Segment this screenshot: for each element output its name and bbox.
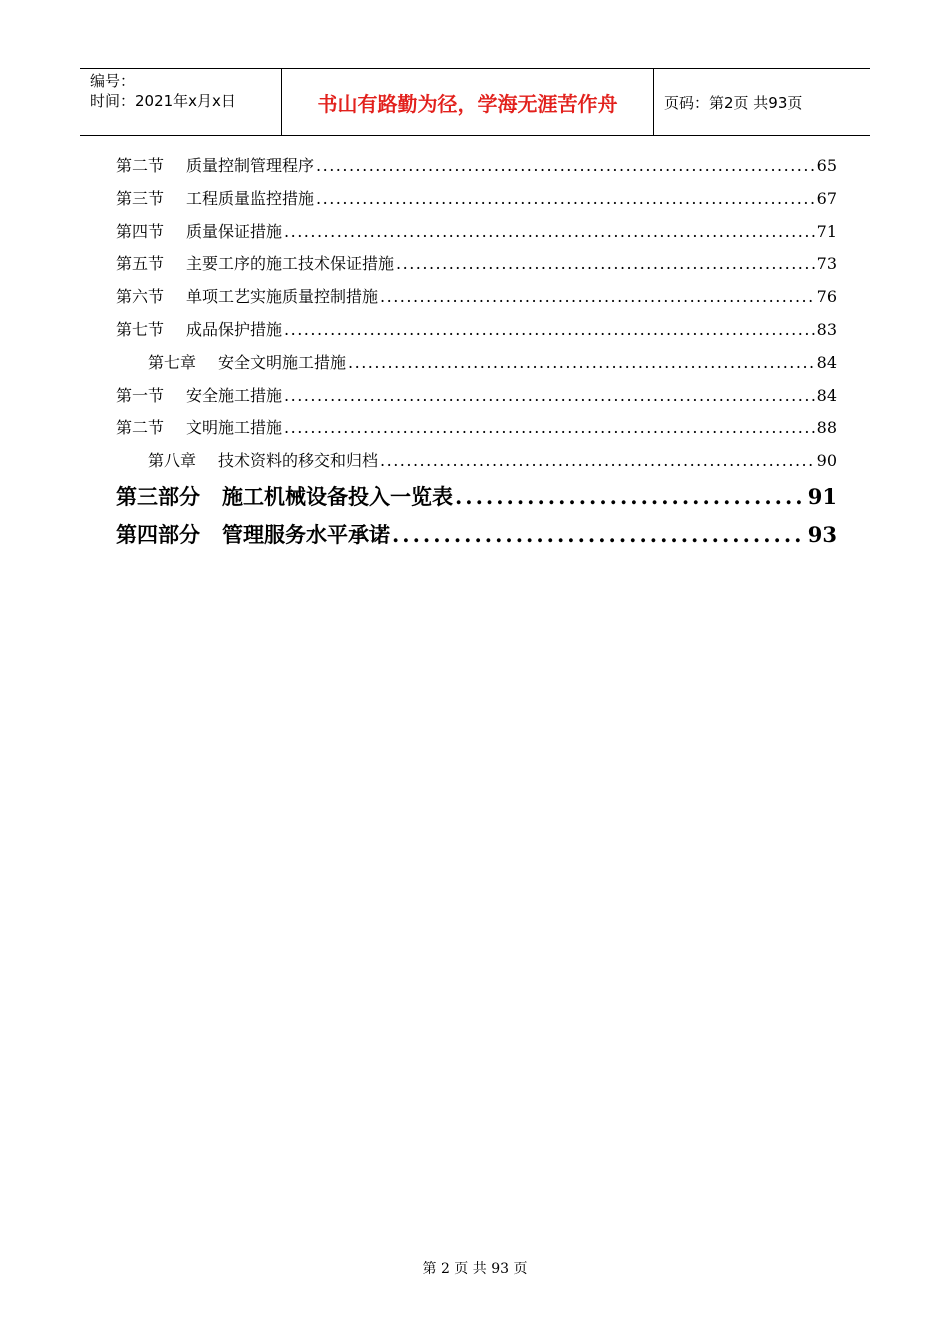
toc-leader: [348, 353, 815, 372]
toc-page-number: 93: [807, 521, 837, 547]
page-header: [80, 68, 870, 136]
page-footer: 第 2 页 共 93 页: [422, 1261, 528, 1277]
toc-section-number: 第一节: [116, 385, 165, 405]
toc-section-number: 第二节: [116, 418, 165, 438]
document-date: 时间：2021年x月x日: [90, 92, 236, 110]
toc-title: 工程质量监控措施: [186, 188, 315, 208]
header-motto: 书山有路勤为径，学海无涯苦作舟: [282, 69, 654, 135]
toc-entry[interactable]: [116, 383, 837, 416]
toc-title: 质量控制管理程序: [186, 156, 315, 175]
toc-leader: [380, 451, 815, 470]
toc-title: 管理服务水平承诺: [222, 521, 390, 547]
toc-page-number: 73: [816, 254, 837, 274]
toc-page-number: 88: [816, 418, 837, 438]
toc-chapter-number: 第七章: [148, 352, 197, 372]
toc-title: 施工机械设备投入一览表: [222, 483, 453, 509]
toc-page-number: 90: [816, 451, 837, 471]
toc-section-number: 第四节: [116, 221, 165, 241]
toc-page-number: 84: [816, 352, 837, 372]
toc-leader: [284, 418, 815, 437]
toc-entry[interactable]: [116, 153, 837, 186]
toc-leader: [380, 287, 815, 306]
toc-entry[interactable]: [116, 415, 837, 448]
toc-leader: [284, 320, 815, 339]
header-page-info: 页码：第2页 共93页: [664, 93, 803, 112]
toc-entry[interactable]: [116, 186, 837, 219]
toc-section-number: 第二节: [116, 156, 165, 175]
toc-title: 技术资料的移交和归档: [218, 451, 379, 471]
toc-section-number: 第六节: [116, 287, 165, 307]
toc-title: 成品保护措施: [186, 319, 283, 339]
toc-page-number: 83: [816, 319, 837, 339]
toc-title: 安全文明施工措施: [218, 352, 347, 372]
toc-leader: [284, 386, 815, 405]
table-of-contents: [116, 153, 837, 557]
toc-entry[interactable]: [116, 284, 837, 317]
toc-entry[interactable]: [116, 219, 837, 252]
document-number-label: 编号：: [90, 72, 136, 90]
toc-part-number: 第四部分: [116, 521, 200, 547]
toc-title: 主要工序的施工技术保证措施: [186, 254, 395, 274]
toc-leader: [316, 189, 815, 208]
toc-title: 文明施工措施: [186, 418, 283, 438]
toc-leader: [284, 222, 815, 241]
toc-title: 质量保证措施: [186, 221, 283, 241]
header-meta: [80, 69, 282, 135]
toc-leader: [396, 254, 815, 273]
toc-page-number: 71: [816, 221, 837, 241]
toc-page-number: 65: [816, 156, 837, 175]
toc-page-number: 84: [816, 385, 837, 405]
toc-page-number: 76: [816, 287, 837, 307]
toc-leader: [392, 522, 806, 547]
toc-chapter-entry[interactable]: [116, 448, 837, 481]
toc-part-entry[interactable]: [116, 519, 837, 557]
toc-leader: [316, 156, 815, 175]
toc-page-number: 91: [807, 483, 837, 509]
toc-chapter-entry[interactable]: [116, 350, 837, 383]
toc-section-number: 第五节: [116, 254, 165, 274]
toc-entry[interactable]: [116, 317, 837, 350]
toc-leader: [455, 484, 806, 509]
toc-page-number: 67: [816, 188, 837, 208]
toc-title: 单项工艺实施质量控制措施: [186, 287, 379, 307]
toc-entry[interactable]: [116, 251, 837, 284]
toc-section-number: 第七节: [116, 319, 165, 339]
toc-chapter-number: 第八章: [148, 451, 197, 471]
toc-part-entry[interactable]: [116, 481, 837, 519]
toc-part-number: 第三部分: [116, 483, 200, 509]
toc-section-number: 第三节: [116, 188, 165, 208]
toc-title: 安全施工措施: [186, 385, 283, 405]
